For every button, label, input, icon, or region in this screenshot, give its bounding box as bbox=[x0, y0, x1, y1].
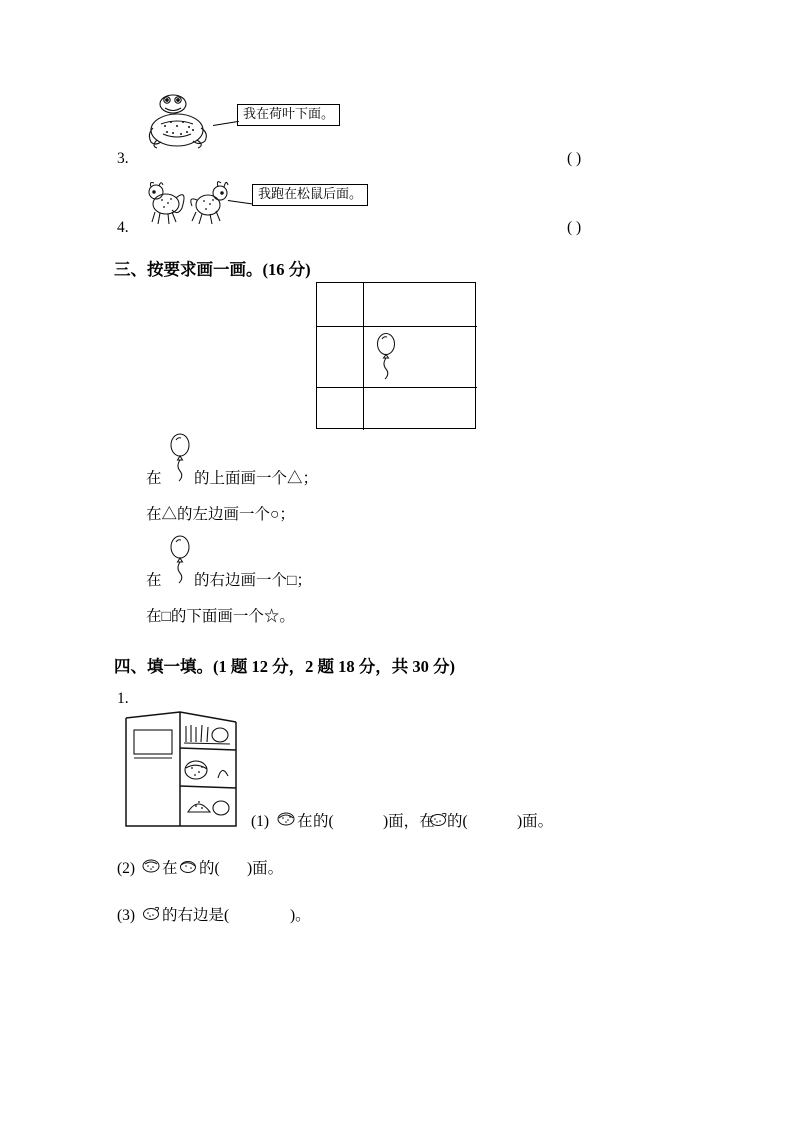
object-icon-1a bbox=[276, 809, 296, 827]
fill-line-3-blank[interactable]: )。 bbox=[290, 907, 311, 924]
balloon-in-grid bbox=[373, 331, 399, 381]
fill-line-3-text: 的右边是( bbox=[162, 907, 230, 924]
object-icon-2 bbox=[141, 856, 161, 874]
fill-line-2-text-b: 的( bbox=[199, 860, 220, 877]
speech-bubble-q4: 我跑在松鼠后面。 bbox=[252, 184, 368, 206]
fill-line-1-index: (1) bbox=[251, 813, 270, 830]
drawing-grid[interactable] bbox=[316, 282, 476, 429]
frog-illustration bbox=[143, 88, 221, 158]
instruction-line-1-prefix: 在 bbox=[146, 470, 162, 487]
fill-line-1-text-c: )面。 bbox=[517, 813, 554, 830]
answer-slot-q3[interactable]: ( ) bbox=[567, 150, 582, 167]
fill-line-2-blank[interactable]: )面。 bbox=[247, 860, 284, 877]
object-icon-3 bbox=[141, 903, 161, 921]
instruction-line-2-text: 在△的左边画一个○； bbox=[146, 506, 295, 523]
balloon-icon-line1 bbox=[167, 431, 193, 483]
question-number-4: 4. bbox=[117, 219, 129, 236]
section-four-heading: 四、填一填。(1 题 12 分，2 题 18 分，共 30 分) bbox=[114, 657, 455, 676]
grid-horizontal-line-1 bbox=[317, 326, 477, 327]
fill-line-3-index: (3) bbox=[117, 907, 136, 924]
instruction-line-3-prefix: 在 bbox=[146, 572, 162, 589]
fill-line-1-blank-a[interactable]: 的( bbox=[313, 813, 334, 830]
fill-line-2-index: (2) bbox=[117, 860, 136, 877]
instruction-line-4-text: 在□的下面画一个☆。 bbox=[146, 608, 295, 625]
bookshelf-illustration bbox=[122, 708, 240, 830]
object-icon-1b bbox=[428, 809, 448, 827]
balloon-icon-line3 bbox=[167, 533, 193, 585]
grid-horizontal-line-2 bbox=[317, 387, 477, 388]
running-animals-illustration bbox=[142, 178, 242, 230]
fill-line-1-text-b: )面，在 bbox=[383, 813, 435, 830]
grid-vertical-line bbox=[363, 283, 364, 430]
fill-line-1-text-a: 在 bbox=[297, 813, 313, 830]
fill-line-2-text-a: 在 bbox=[162, 860, 178, 877]
instruction-line-3-text: 的右边画一个□； bbox=[194, 572, 312, 589]
instruction-line-1-text: 的上面画一个△； bbox=[194, 470, 319, 487]
object-icon-2b bbox=[178, 856, 198, 874]
fill-line-1-blank-b[interactable]: 的( bbox=[447, 813, 468, 830]
section-three-heading: 三、按要求画一画。(16 分) bbox=[114, 260, 311, 279]
section-four-question-number: 1. bbox=[117, 690, 129, 707]
question-number-3: 3. bbox=[117, 150, 129, 167]
answer-slot-q4[interactable]: ( ) bbox=[567, 219, 582, 236]
speech-bubble-q3: 我在荷叶下面。 bbox=[237, 104, 340, 126]
